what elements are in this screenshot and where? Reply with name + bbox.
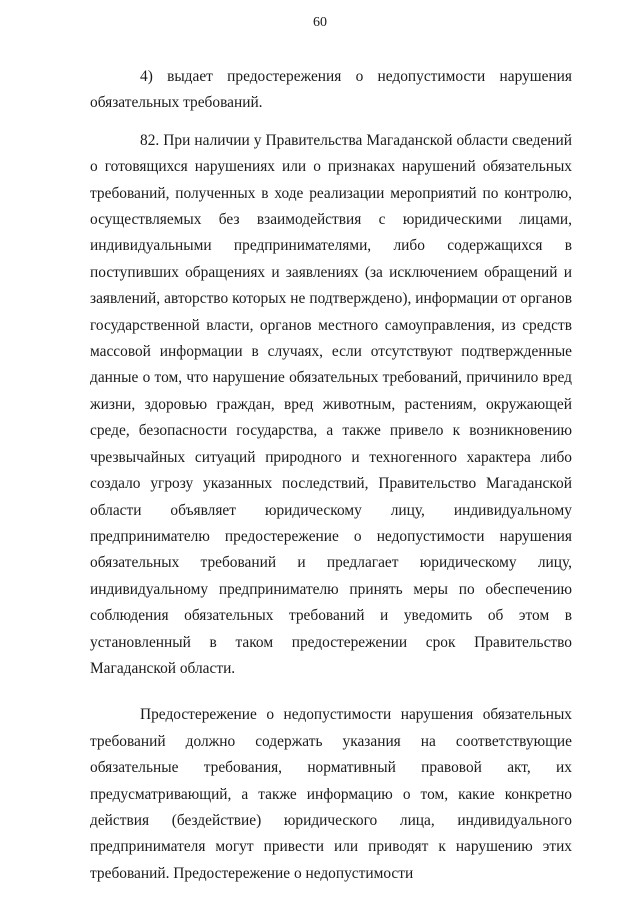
paragraph-item-4: 4) выдает предостережения о недопустимости нарушения обязательных требований. — [90, 68, 572, 112]
page-number: 60 — [313, 15, 327, 30]
paragraph-warning-content: Предостережение о недопустимости нарушения обязательных требований должно содержать указания на соответствующие обязательные требования, нормативный правовой акт, их предусматривающий, а также информацию о том, какие конкретно действия (бездействие) юридического лица, индивидуального предпринимателя могут привести или приводят к нарушению этих требований. Предостережение о недопустимости — [90, 706, 572, 882]
document-body — [90, 64, 572, 887]
paragraph-82: 82. При наличии у Правительства Магаданской области сведений о готовящихся нарушениях или о признаках нарушений обязательных требований, полученных в ходе реализации мероприятий по контролю, осуществляемых без взаимодействия с юридическими лицами, индивидуальными предпринимателями, либо содержащихся в поступивших обращениях и заявлениях (за исключением обращений и заявлений, авторство которых не подтверждено), информации от органов государственной власти, органов местного самоуправления, из средств массовой информации в случаях, если отсутствуют подтвержденные данные о том, что нарушение обязательных требований, причинило вред жизни, здоровью граждан, вред животным, растениям, окружающей среде, безопасности государства, а также привело к возникновению чрезвычайных ситуаций природного и техногенного характера либо создало угрозу указанных последствий, Правительство Магаданской области объявляет юридическому лицу, индивидуальному предпринимателю предостережение о недопустимости нарушения обязательных требований и предлагает юридическому лицу, индивидуальному предпринимателю принять меры по обеспечению соблюдения обязательных требований и уведомить об этом в установленный в таком предостережении срок Правительство Магаданской области. — [90, 131, 572, 677]
